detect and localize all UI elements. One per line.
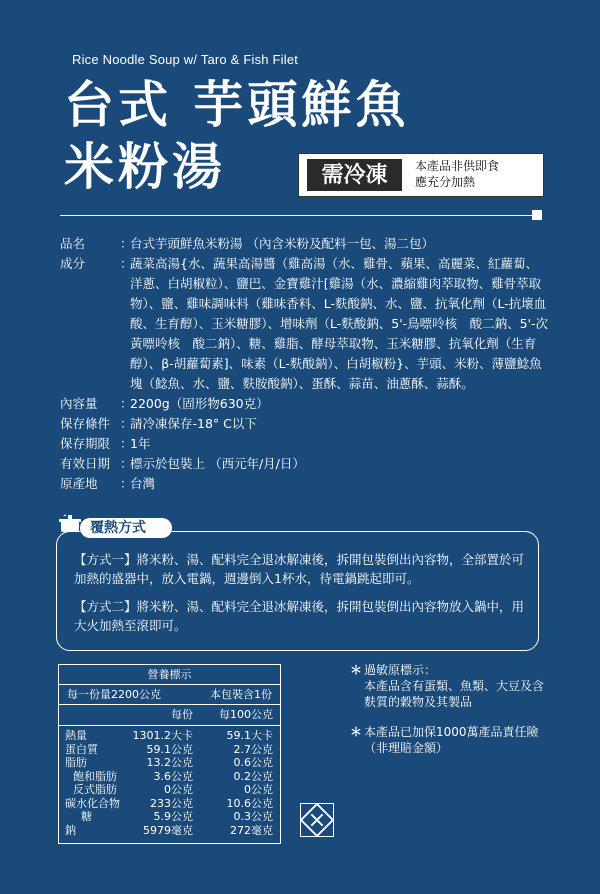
info-value: 台式芋頭鮮魚米粉湯 （內含米粉及配料一包、湯二包）	[130, 236, 434, 251]
info-value: 蔬菜高湯{水、蔬果高湯醬（雞高湯（水、雞骨、蘋果、高麗菜、紅蘿蔔、洋蔥、白胡椒粒）、鹽巴、金寶雞汁[雞湯（水、濃縮雞肉萃取物、雞骨萃取物）、鹽、雞味調味料（雞味香料、L-麩酸鈉、水、鹽、抗氧化劑（L-抗壞血酸、生育醇）、玉米糖膠）、增味劑（L-麩酸鈉、5'-鳥嘌呤核 酸二鈉、5'-次黃嘌呤核 酸二鈉）、糖、雞脂、酵母萃取物、玉米糖膠、抗氧化劑（生育醇）、β-胡蘿蔔素]、味素（L-麩酸鈉）、白胡椒粉}、芋頭、米粉、薄鹽鯰魚塊（鯰魚、水、鹽、麩胺酸鈉）、蛋酥、蒜苗、油蔥酥、蒜酥。	[130, 256, 549, 391]
nutrient-name: 飽和脂肪	[73, 769, 117, 783]
nutrient-per-serving: 13.2公克	[146, 756, 193, 769]
nutrition-row	[59, 756, 280, 770]
info-row-expiry: 有效日期 ： 標示於包裝上 （西元年/月/日）	[60, 454, 550, 474]
info-row-ingredients: 成分 ： 蔬菜高湯{水、蔬果高湯醬（雞高湯（水、雞骨、蘋果、高麗菜、紅蘿蔔、洋蔥、白胡椒粒）、鹽巴、金寶雞汁[雞湯（水、濃縮雞肉萃取物、雞骨萃取物）、鹽、雞味調味料（雞味香料、L-麩酸鈉、水、鹽、抗氧化劑（L-抗壞血酸、生育醇）、玉米糖膠）、增味劑（L-麩酸鈉、5'-鳥嘌呤核 酸二鈉、5'-次黃嘌呤核 酸二鈉）、糖、雞脂、酵母萃取物、玉米糖膠、抗氧化劑（生育醇）、β-胡蘿蔔素]、味素（L-麩酸鈉）、白胡椒粉}、芋頭、米粉、薄鹽鯰魚塊（鯰魚、水、鹽、麩胺酸鈉）、蛋酥、蒜苗、油蔥酥、蒜酥。	[60, 254, 550, 394]
info-label: 品名	[60, 236, 86, 251]
nutrient-per-serving: 3.6公克	[153, 769, 193, 783]
info-label: 保存條件	[60, 416, 111, 431]
info-row-name: 品名 ： 台式芋頭鮮魚米粉湯 （內含米粉及配料一包、湯二包）	[60, 234, 550, 254]
nutrition-row	[59, 770, 280, 784]
info-label: 原產地	[60, 476, 98, 491]
nutrient-name: 碳水化合物	[65, 796, 120, 810]
pot-icon	[58, 512, 82, 536]
nutrient-per-100g: 59.1大卡	[226, 729, 273, 742]
nutrition-row	[59, 797, 280, 811]
reheat-title: 覆熱方式	[80, 518, 172, 538]
nutrition-row	[59, 824, 280, 838]
nutrient-per-100g: 272毫克	[230, 823, 273, 837]
note-text: 本產品已加保1000萬產品責任險（非理賠金額）	[364, 725, 539, 755]
reheat-method-1: 【方式一】將米粉、湯、配料完全退冰解凍後，拆開包裝倒出內容物，全部置於可加熱的盛器中，放入電鍋，週邊倒入1杯水，待電鍋跳起即可。	[74, 552, 525, 586]
serving-size: 每一份量2200公克	[67, 688, 161, 701]
note-star: ＊	[350, 725, 363, 739]
nutrient-per-serving: 5.9公克	[153, 810, 193, 823]
info-value: 標示於包裝上 （西元年/月/日）	[130, 456, 305, 471]
note-insurance	[350, 724, 554, 756]
nutrient-name: 鈉	[65, 823, 76, 837]
info-label: 有效日期	[60, 456, 111, 471]
info-row-origin: 原產地 ： 台灣	[60, 474, 550, 494]
nutrient-name: 熱量	[65, 729, 87, 742]
notes	[350, 662, 554, 770]
info-label: 成分	[60, 256, 86, 271]
info-row-content: 內容量 ： 2200g（固形物630克）	[60, 394, 550, 414]
nutrient-name: 糖	[81, 810, 92, 823]
note-star: ＊	[350, 663, 363, 677]
servings-per-pack: 本包裝含1份	[210, 688, 272, 701]
nutrient-name: 反式脂肪	[73, 783, 117, 796]
nutrient-per-100g: 0.6公克	[233, 756, 273, 769]
info-label: 保存期限	[60, 436, 111, 451]
nutrient-per-100g: 0公克	[244, 783, 273, 796]
frozen-stamp-note	[415, 158, 499, 190]
nutrition-title: 營養標示	[59, 665, 280, 685]
info-value: 2200g（固形物630克）	[130, 396, 269, 411]
english-title: Rice Noodle Soup w/ Taro & Fish Filet	[72, 52, 299, 67]
divider-end-square	[532, 210, 542, 220]
product-title-line2: 米粉湯	[64, 138, 226, 196]
note-text: 過敏原標示： 本產品含有蛋類、魚類、大豆及含麩質的穀物及其製品	[364, 663, 545, 709]
nutrient-per-100g: 2.7公克	[233, 742, 273, 756]
frozen-stamp-line2: 應充分加熱	[415, 175, 476, 189]
nutrient-per-100g: 0.2公克	[233, 769, 273, 783]
nutrient-name: 蛋白質	[65, 742, 98, 756]
frozen-stamp-main: 需冷凍	[307, 159, 402, 191]
nutrition-row	[59, 743, 280, 757]
nutrient-per-serving: 5979毫克	[143, 823, 193, 837]
nutrient-per-serving: 0公克	[164, 783, 193, 796]
nutrient-per-100g: 10.6公克	[226, 796, 273, 810]
info-value: 台灣	[130, 476, 156, 491]
nutrient-per-100g: 0.3公克	[233, 810, 273, 823]
product-title-line1: 台式 芋頭鮮魚	[64, 76, 410, 134]
nutrition-row	[59, 729, 280, 743]
product-info	[60, 234, 550, 494]
nutrient-per-serving: 1301.2大卡	[132, 729, 193, 742]
nutrition-column-headers	[59, 705, 280, 726]
info-row-storage: 保存條件 ： 請冷凍保存-18° C以下	[60, 414, 550, 434]
col-per-100g: 每100公克	[219, 708, 273, 721]
info-label: 內容量	[60, 396, 98, 411]
divider-line	[60, 215, 538, 216]
nutrition-table	[58, 664, 281, 844]
nutrition-row	[59, 783, 280, 797]
nutrient-per-serving: 59.1公克	[146, 742, 193, 756]
info-value: 1年	[130, 436, 151, 451]
info-row-shelf-life: 保存期限 ： 1年	[60, 434, 550, 454]
reheat-method-2: 【方式二】將米粉、湯、配料完全退冰解凍後，拆開包裝倒出內容物放入鍋中，用大火加熱至滾即可。	[74, 599, 525, 633]
nutrient-per-serving: 233公克	[150, 796, 193, 810]
frozen-stamp	[298, 153, 544, 197]
recycle-icon	[300, 803, 334, 837]
nutrition-serving-row	[59, 685, 280, 705]
frozen-stamp-line1: 本產品非供即食	[415, 159, 500, 173]
col-per-serving: 每份	[171, 708, 193, 721]
info-value: 請冷凍保存-18° C以下	[130, 416, 257, 431]
nutrition-row	[59, 810, 280, 824]
note-allergen	[350, 662, 554, 710]
nutrient-name: 脂肪	[65, 756, 87, 769]
